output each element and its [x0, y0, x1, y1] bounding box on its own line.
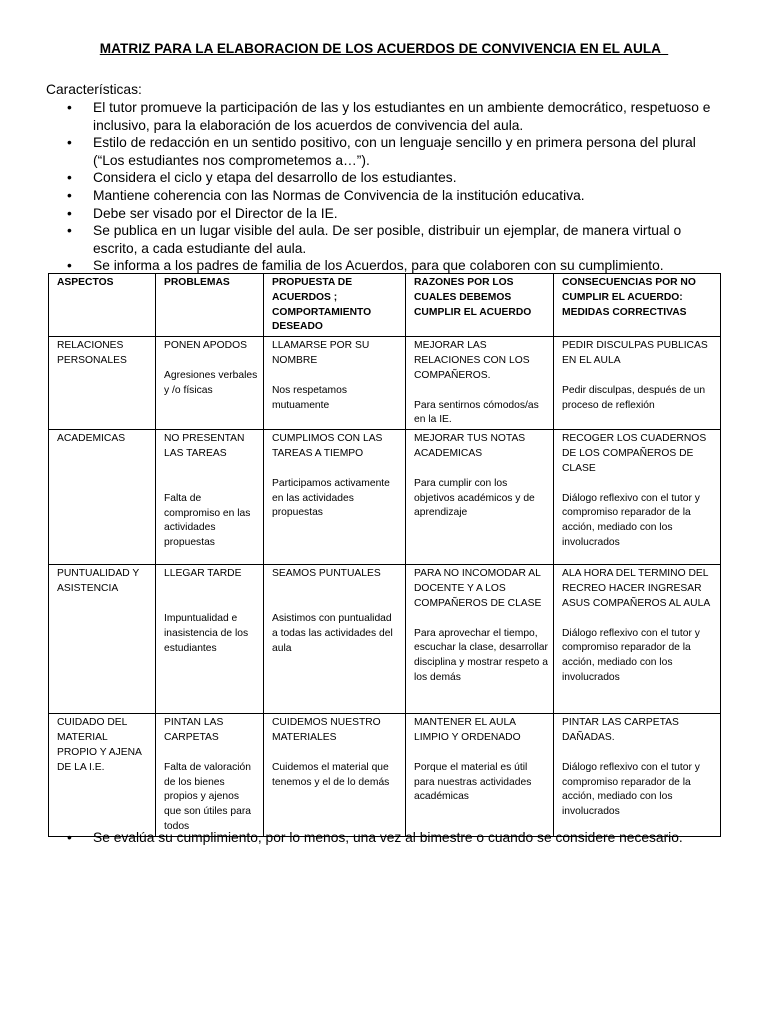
razon-title: MEJORAR LAS RELACIONES CON LOS COMPAÑEROS.	[414, 340, 530, 381]
evaluation-note-list	[0, 829, 768, 847]
cell-aspecto	[49, 430, 156, 565]
cell-aspecto	[49, 714, 156, 837]
razon-detail: Porque el material es útil para nuestras actividades académicas	[414, 761, 532, 803]
problema-title: LLEGAR TARDE	[164, 568, 242, 580]
razon-title: PARA NO INCOMODAR AL DOCENTE Y A LOS COMPAÑEROS DE CLASE	[414, 568, 542, 609]
characteristic-item: • Debe ser visado por el Director de la IE.	[0, 205, 768, 223]
aspecto-text: PUNTUALIDAD Y ASISTENCIA	[57, 568, 140, 594]
cell-razon	[406, 714, 554, 837]
consecuencia-detail: Pedir disculpas, después de un proceso de reflexión	[562, 384, 706, 411]
aspecto-text: ACADEMICAS	[57, 433, 126, 445]
propuesta-detail: Nos respetamos mutuamente	[272, 384, 347, 411]
characteristics-heading: Características:	[46, 82, 142, 97]
problema-title: PONEN APODOS	[164, 340, 247, 352]
consecuencia-detail: Diálogo reflexivo con el tutor y compromiso reparador de la acción, mediado con los involucrados	[562, 627, 700, 683]
header-propuesta: PROPUESTA DE ACUERDOS ; COMPORTAMIENTO DESEADO	[264, 274, 406, 337]
characteristic-item: • Considera el ciclo y etapa del desarrollo de los estudiantes.	[0, 169, 768, 187]
header-consecuencias: CONSECUENCIAS POR NO CUMPLIR EL ACUERDO: MEDIDAS CORRECTIVAS	[554, 274, 721, 337]
problema-title: NO PRESENTAN LAS TAREAS	[164, 433, 245, 459]
razon-detail: Para cumplir con los objetivos académicos y de aprendizaje	[414, 477, 535, 519]
cell-razon	[406, 337, 554, 430]
propuesta-detail: Asistimos con puntualidad a todas las actividades del aula	[272, 612, 393, 654]
cell-aspecto	[49, 565, 156, 714]
header-aspectos: ASPECTOS	[49, 274, 156, 337]
problema-title: PINTAN LAS CARPETAS	[164, 717, 224, 743]
cell-propuesta	[264, 714, 406, 837]
table-header-row	[49, 274, 721, 337]
cell-problema	[156, 337, 264, 430]
table-row	[49, 714, 721, 837]
problema-detail: Impuntualidad e inasistencia de los estudiantes	[164, 612, 249, 654]
cell-razon	[406, 430, 554, 565]
cell-razon	[406, 565, 554, 714]
aspecto-text: RELACIONES PERSONALES	[57, 340, 127, 366]
cell-consecuencia	[554, 337, 721, 430]
characteristic-item: • Mantiene coherencia con las Normas de Convivencia de la institución educativa.	[0, 187, 768, 205]
cell-propuesta	[264, 337, 406, 430]
razon-detail: Para sentirnos cómodos/as en la IE.	[414, 399, 539, 426]
cell-problema	[156, 430, 264, 565]
razon-detail: Para aprovechar el tiempo, escuchar la clase, desarrollar disciplina y mostrar respeto a los demás	[414, 627, 548, 683]
agreements-matrix-table	[48, 273, 721, 837]
header-problemas: PROBLEMAS	[156, 274, 264, 337]
razon-title: MEJORAR TUS NOTAS ACADEMICAS	[414, 433, 526, 459]
characteristic-item: • El tutor promueve la participación de las y los estudiantes en un ambiente democrático, respetuoso e inclusivo, para la elaboración de los acuerdos de convivencia del aula.	[0, 99, 768, 134]
cell-consecuencia	[554, 430, 721, 565]
consecuencia-title: ALA HORA DEL TERMINO DEL RECREO HACER INGRESAR ASUS COMPAÑEROS AL AULA	[562, 568, 711, 609]
table-row	[49, 430, 721, 565]
evaluation-note: • Se evalúa su cumplimiento, por lo menos, una vez al bimestre o cuando se considere necesario.	[0, 829, 768, 847]
cell-consecuencia	[554, 565, 721, 714]
consecuencia-title: PEDIR DISCULPAS PUBLICAS EN EL AULA	[562, 340, 708, 366]
cell-propuesta	[264, 430, 406, 565]
consecuencia-title: PINTAR LAS CARPETAS DAÑADAS.	[562, 717, 679, 743]
table-row	[49, 565, 721, 714]
propuesta-title: SEAMOS PUNTUALES	[272, 568, 381, 580]
razon-title: MANTENER EL AULA LIMPIO Y ORDENADO	[414, 717, 521, 743]
cell-problema	[156, 565, 264, 714]
consecuencia-title: RECOGER LOS CUADERNOS DE LOS COMPAÑEROS DE CLASE	[562, 433, 707, 474]
propuesta-title: CUMPLIMOS CON LAS TAREAS A TIEMPO	[272, 433, 383, 459]
consecuencia-detail: Diálogo reflexivo con el tutor y compromiso reparador de la acción, mediado con los involucrados	[562, 492, 700, 548]
header-razones: RAZONES POR LOS CUALES DEBEMOS CUMPLIR EL ACUERDO	[406, 274, 554, 337]
cell-consecuencia	[554, 714, 721, 837]
aspecto-text: CUIDADO DEL MATERIAL PROPIO Y AJENA DE LA I.E.	[57, 717, 142, 773]
propuesta-title: CUIDEMOS NUESTRO MATERIALES	[272, 717, 381, 743]
propuesta-title: LLAMARSE POR SU NOMBRE	[272, 340, 370, 366]
characteristic-item: • Se informa a los padres de familia de los Acuerdos, para que colaboren con su cumplimiento.	[0, 257, 768, 275]
cell-problema	[156, 714, 264, 837]
problema-detail: Agresiones verbales y /o físicas	[164, 369, 258, 396]
cell-aspecto	[49, 337, 156, 430]
table-row	[49, 337, 721, 430]
characteristics-list	[0, 99, 768, 275]
problema-detail: Falta de valoración de los bienes propios y ajenos que son útiles para todos	[164, 761, 252, 832]
characteristic-item: • Estilo de redacción en un sentido positivo, con un lenguaje sencillo y en primera persona del plural (“Los estudiantes nos comprometemos a…”).	[0, 134, 768, 169]
consecuencia-detail: Diálogo reflexivo con el tutor y compromiso reparador de la acción, mediado con los involucrados	[562, 761, 700, 818]
characteristic-item: • Se publica en un lugar visible del aula. De ser posible, distribuir un ejemplar, de manera virtual o escrito, a cada estudiante del aula.	[0, 222, 768, 257]
problema-detail: Falta de compromiso en las actividades propuestas	[164, 492, 251, 549]
cell-propuesta	[264, 565, 406, 714]
propuesta-detail: Cuidemos el material que tenemos y el de lo demás	[272, 761, 390, 788]
document-title: MATRIZ PARA LA ELABORACION DE LOS ACUERDOS DE CONVIVENCIA EN EL AULA	[99, 41, 669, 56]
propuesta-detail: Participamos activamente en las actividades propuestas	[272, 477, 390, 519]
